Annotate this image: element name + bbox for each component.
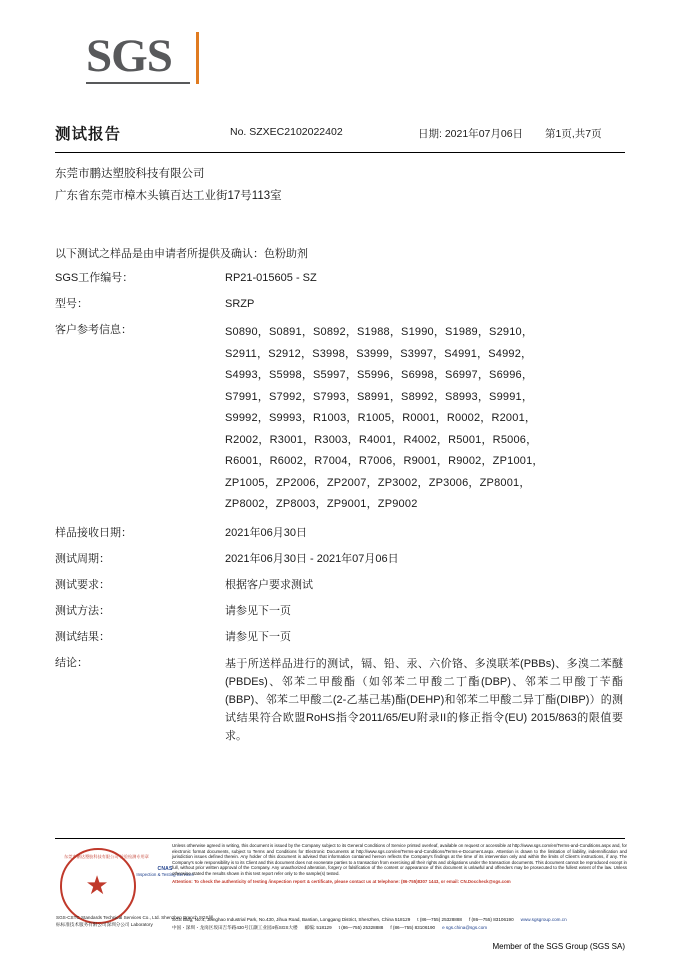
field-value: 请参见下一页 xyxy=(225,604,291,617)
page-title: 测试报告 xyxy=(55,126,122,143)
list-item: R6001，R6002，R7004，R7006，R9001，R9002，ZP1001， xyxy=(225,455,544,467)
member-line: Member of the SGS Group (SGS SA) xyxy=(492,942,625,951)
legal-body: Unless otherwise agreed in writing, this document is issued by the Company subject to its General Conditions of Service printed overleaf, available on request or accessible at http://www.sgs.com/en/Terms-and-Conditions.aspx and, for electronic format documents, subject to Terms and Conditions for Electronic Documents at http://www.sgs.com/en/Terms-and-Conditions/Terms-e-Document.aspx. Attention is drawn to the limitation of liability, indemnification and jurisdiction issues defined therein. Any holder of this document is advised that information contained hereon reflects the Company's findings at the time of its intervention only and within the limits of Client's instructions, if any. The Company's sole responsibility is to its Client and this document does not exonerate parties to a transaction from exercising all their rights and obligations under the transaction documents. This document cannot be reproduced except in full, without prior written approval of the Company. Any unauthorized alteration, forgery or falsification of the content or appearance of this document is unlawful and offenders may be prosecuted to the fullest extent of the law. Unless otherwise stated the results shown in this test report refer only to the sample(s) tested. xyxy=(172,843,627,876)
list-item: S0890，S0891，S0892，S1988，S1990，S1989，S2910， xyxy=(225,326,534,338)
client-block xyxy=(55,163,282,207)
postcode-cn: 邮编: 518129 xyxy=(304,924,332,930)
field-value: SRZP xyxy=(225,298,255,310)
fax-en: f (86—755) 83106190 xyxy=(468,917,514,922)
email-cn[interactable]: e sgs.china@sgs.com xyxy=(442,924,488,930)
field-value: 2021年06月30日 - 2021年07月06日 xyxy=(225,552,399,565)
stamp-caption: SGS-CSTC Standards Technical Services Co., Ltd. Shenzhen Branch SGS通标标准技术服务有限公司深圳分公司 Laboratory xyxy=(56,915,214,927)
client-name: 东莞市鹏达塑胶科技有限公司 xyxy=(55,168,205,180)
field-row xyxy=(55,603,625,620)
field-label: 测试周期： xyxy=(55,552,110,565)
field-table xyxy=(55,270,625,754)
field-row xyxy=(55,296,625,313)
logo-accent-bar xyxy=(196,32,199,84)
star-icon: ★ xyxy=(85,870,109,900)
list-item: S7991，S7992，S7993，S8991，S8992，S8993，S9991， xyxy=(225,390,534,403)
field-label: 型号： xyxy=(55,298,88,310)
header-divider xyxy=(55,152,625,153)
list-item: S9992，S9993，R1003，R1005，R0001，R0002，R2001， xyxy=(225,412,537,424)
list-item: ZP1005，ZP2006，ZP2007，ZP3002，ZP3006，ZP8001， xyxy=(225,476,531,489)
sgs-logo-text: SGS xyxy=(86,30,172,82)
conclusion-text: 基于所送样品进行的测试，镉、铅、汞、六价铬、多溴联苯(PBBs)、多溴二苯醚(PBDEs)、邻苯二甲酸酯（如邻苯二甲酸二丁酯(DBP)、邻苯二甲酸丁苄酯(BBP)、邻苯二甲酸二(2-乙基己基)酯(DEHP)和邻苯二甲酸二异丁酯(DIBP)）的测试结果符合欧盟RoHS指令2011/65/EU附录II的修正指令(EU) 2015/863的限值要求。 xyxy=(225,657,623,742)
address-cn: 中国・深圳・龙岗区坂田吉华路430号江灏工业园4栋SGS大楼 xyxy=(172,924,298,930)
list-item: S4993，S5998，S5997，S5996，S6998，S6997，S6996， xyxy=(225,369,534,381)
legal-terms xyxy=(172,843,627,885)
field-label: 测试要求： xyxy=(55,578,110,591)
customer-reference-list xyxy=(225,322,625,516)
footer-address-block xyxy=(172,916,627,931)
report-date: 日期: 2021年07月06日 xyxy=(418,128,524,140)
field-label: 样品接收日期： xyxy=(55,526,132,539)
sgs-logo xyxy=(86,30,196,92)
field-row xyxy=(55,270,625,287)
field-row xyxy=(55,629,625,646)
footer-divider xyxy=(55,838,625,839)
field-label: 测试结果： xyxy=(55,630,110,643)
conclusion-label: 结论： xyxy=(55,656,88,669)
report-header xyxy=(55,122,625,148)
logo-underline xyxy=(86,82,190,84)
accreditation-name: CNAS xyxy=(157,866,173,872)
tel-cn: t (86—755) 25328888 xyxy=(338,924,384,930)
fax-cn: f (86—755) 83106190 xyxy=(390,924,436,930)
field-label: SGS工作编号： xyxy=(55,272,134,284)
list-item: ZP8002，ZP8003，ZP9001，ZP9002 xyxy=(225,498,418,510)
report-number: No. SZXEC2102022402 xyxy=(230,126,343,138)
field-value: 2021年06月30日 xyxy=(225,526,307,539)
field-row xyxy=(55,525,625,542)
page-count: 第1页,共7页 xyxy=(545,128,602,140)
field-value: 请参见下一页 xyxy=(225,630,291,643)
field-value: RP21-015605 - SZ xyxy=(225,272,317,284)
accreditation-sub: Inspection & Testing Services xyxy=(136,872,194,877)
field-label: 客户参考信息： xyxy=(55,324,132,336)
tel-en: t (86—755) 25328888 xyxy=(417,917,462,922)
address-row-cn xyxy=(172,924,627,932)
conclusion-row xyxy=(55,655,625,745)
legal-attention[interactable]: Attention: To check the authenticity of testing /inspection report & certificate, please contact us at telephone: (86-755)8307 1443, or email: CN.Doccheck@sgs.com xyxy=(172,878,511,884)
customer-reference-row xyxy=(55,322,625,516)
stamp-ring-label: 东莞市鹏达塑胶科技有限公司 检验检测专用章 xyxy=(64,854,149,859)
address-en: SGS Bldg, No.4, Jianghao Industrial Park, No.430, Jihua Road, Bantian, Longgang District, Shenzhen, China 518129 xyxy=(172,917,411,922)
list-item: S2911，S2912，S3998，S3999，S3997，S4991，S4992， xyxy=(225,347,533,360)
address-row-en xyxy=(172,916,627,924)
client-address: 广东省东莞市樟木头镇百达工业街17号113室 xyxy=(55,190,282,202)
field-row xyxy=(55,551,625,568)
field-row xyxy=(55,577,625,594)
sample-statement: 以下测试之样品是由申请者所提供及确认：色粉助剂 xyxy=(55,248,308,260)
field-value: 根据客户要求测试 xyxy=(225,578,313,591)
website[interactable]: www.sgsgroup.com.cn xyxy=(520,917,567,922)
field-label: 测试方法： xyxy=(55,604,110,617)
official-stamp xyxy=(56,848,214,930)
list-item: R2002，R3001，R3003，R4001，R4002，R5001，R5006， xyxy=(225,433,538,446)
